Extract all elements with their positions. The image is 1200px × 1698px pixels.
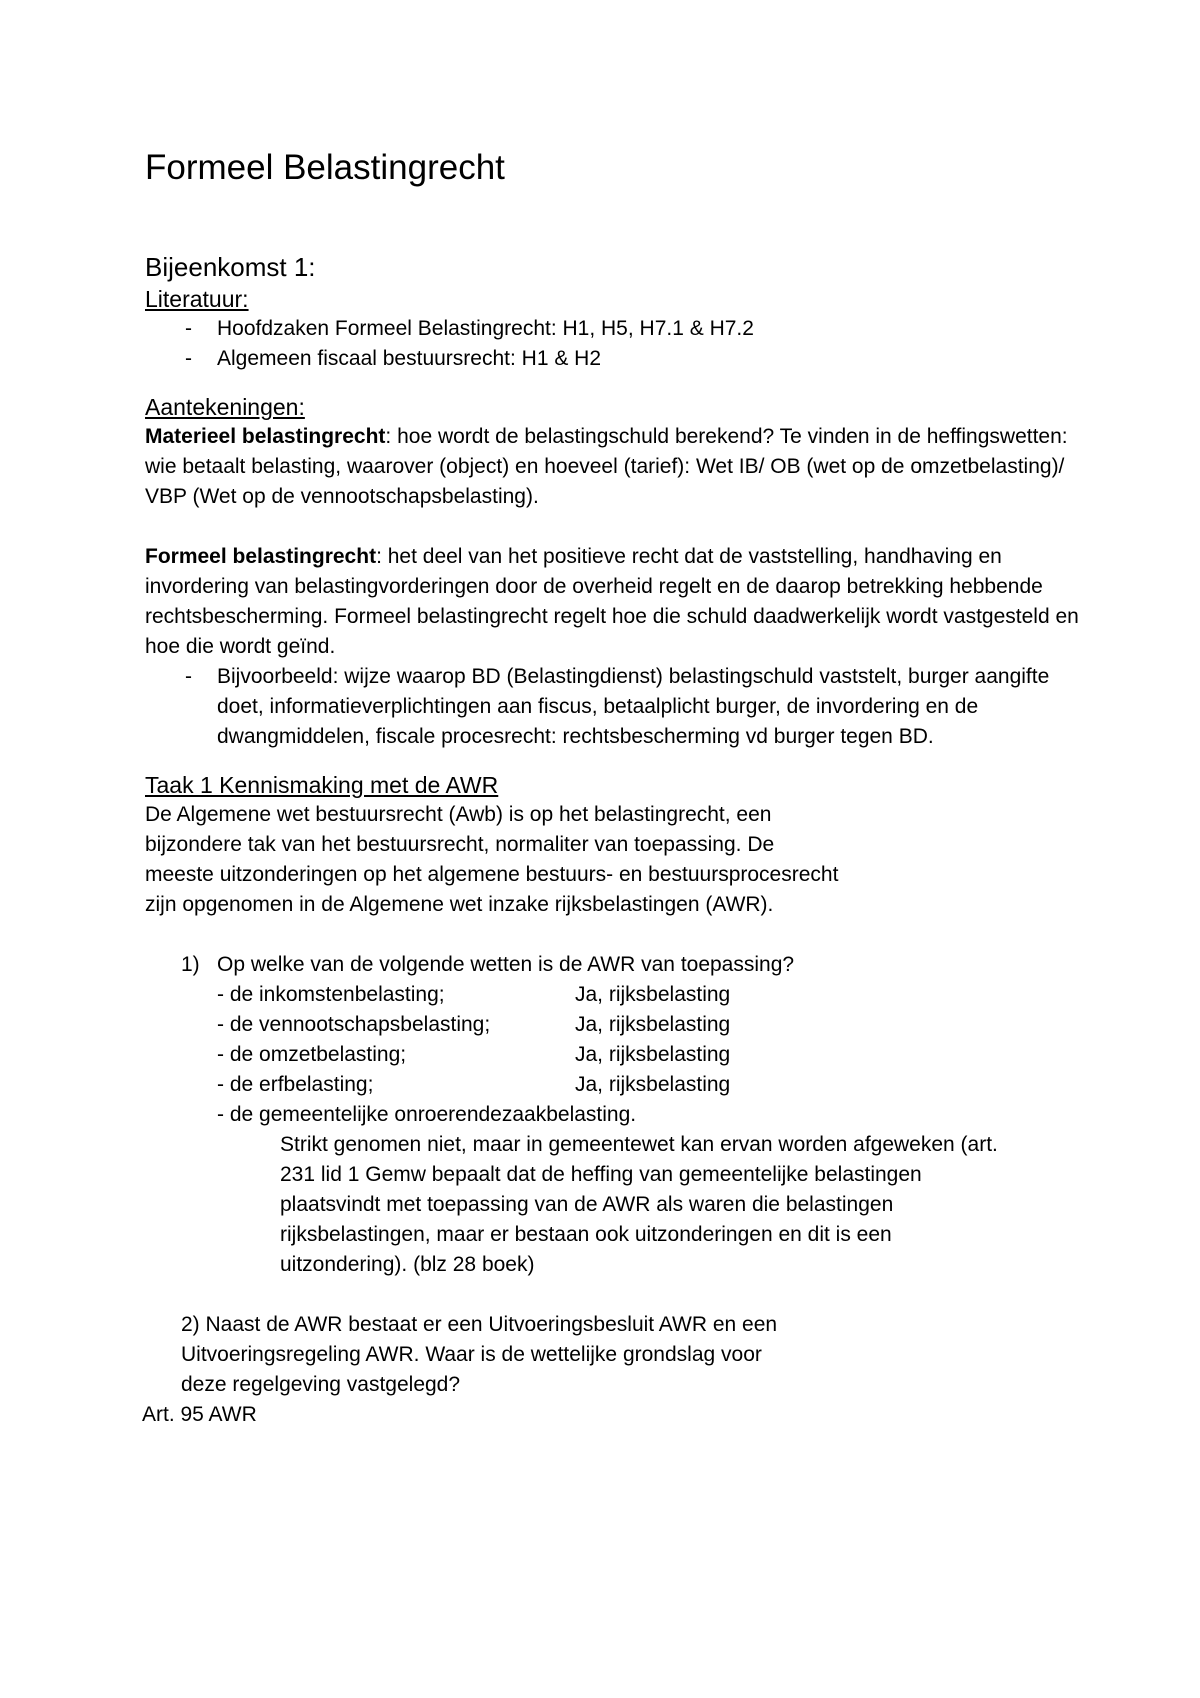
ozb-answer-line: uitzondering). (blz 28 boek) xyxy=(280,1253,535,1276)
ozb-answer-line: rijksbelastingen, maar er bestaan ook uitzonderingen en dit is een xyxy=(280,1223,892,1246)
tax-row xyxy=(145,1040,1095,1070)
formeel-definition: : het deel van het positieve recht dat de vaststelling, handhaving en invordering van belastingvorderingen door de overheid regelt en de daarop betrekking hebbende rechtsbescherming. Formeel belastingrecht regelt hoe die schuld daadwerkelijk wordt vastgesteld en hoe die wordt geïnd. xyxy=(145,545,1079,658)
task-intro-line: De Algemene wet bestuursrecht (Awb) is op het belastingrecht, een xyxy=(145,803,772,826)
tax-row xyxy=(145,1070,1095,1100)
tax-row xyxy=(145,1010,1095,1040)
meeting-heading: Bijeenkomst 1: xyxy=(145,252,316,282)
question-1-number: 1) xyxy=(181,953,200,976)
formeel-paragraph xyxy=(145,542,1095,662)
materieel-paragraph xyxy=(145,422,1095,512)
example-item: - Bijvoorbeeld: wijze waarop BD (Belastingdienst) belastingschuld vaststelt, burger aangifte doet, informatieverplichtingen aan fiscus, betaalplicht burger, de invordering en de dwangmiddelen, fiscale procesrecht: rechtsbescherming vd burger tegen BD. xyxy=(145,662,1095,752)
literature-item: - Algemeen fiscaal bestuursrecht: H1 & H2 xyxy=(145,344,1095,374)
literature-heading: Literatuur: xyxy=(145,286,249,312)
literature-item: - Hoofdzaken Formeel Belastingrecht: H1, H5, H7.1 & H7.2 xyxy=(145,314,1095,344)
example-list xyxy=(145,662,1095,752)
tax-label: - de erfbelasting; xyxy=(217,1073,374,1096)
ozb-answer-line: Strikt genomen niet, maar in gemeentewet kan ervan worden afgeweken (art. xyxy=(280,1133,998,1156)
tax-label: - de inkomstenbelasting; xyxy=(217,983,445,1006)
task-intro-line: meeste uitzonderingen op het algemene bestuurs- en bestuursprocesrecht xyxy=(145,863,839,886)
formeel-term: Formeel belastingrecht xyxy=(145,545,377,568)
task-intro-line: zijn opgenomen in de Algemene wet inzake rijksbelastingen (AWR). xyxy=(145,893,774,916)
question-1-text: Op welke van de volgende wetten is de AWR van toepassing? xyxy=(217,953,795,976)
task-heading: Taak 1 Kennismaking met de AWR xyxy=(145,772,499,798)
tax-answer: Ja, rijksbelasting xyxy=(575,1043,731,1066)
ozb-answer-line: plaatsvindt met toepassing van de AWR als waren die belastingen xyxy=(280,1193,894,1216)
tax-answer: Ja, rijksbelasting xyxy=(575,983,731,1006)
question-2-line: deze regelgeving vastgelegd? xyxy=(181,1373,461,1396)
tax-answer: Ja, rijksbelasting xyxy=(575,1013,731,1036)
document-title: Formeel Belastingrecht xyxy=(145,148,505,187)
document-body xyxy=(142,250,1095,1430)
literature-list xyxy=(145,314,1095,374)
materieel-definition: : hoe wordt de belastingschuld berekend? Te vinden in de heffingswetten: wie betaalt belasting, waarover (object) en hoeveel (tarief): Wet IB/ OB (wet op de omzetbelasting)/ VBP (Wet op de vennootschapsbelasting). xyxy=(145,425,1068,508)
tax-row xyxy=(145,1100,1095,1130)
tax-label: - de gemeentelijke onroerendezaakbelasting. xyxy=(217,1103,637,1126)
tax-label: - de vennootschapsbelasting; xyxy=(217,1013,491,1036)
tax-answer: Ja, rijksbelasting xyxy=(575,1073,731,1096)
notes-heading: Aantekeningen: xyxy=(145,394,305,420)
question-2-answer: Art. 95 AWR xyxy=(142,1403,257,1426)
materieel-term: Materieel belastingrecht xyxy=(145,425,386,448)
ozb-answer-line: 231 lid 1 Gemw bepaalt dat de heffing van gemeentelijke belastingen xyxy=(280,1163,922,1186)
tax-label: - de omzetbelasting; xyxy=(217,1043,407,1066)
task-intro-line: bijzondere tak van het bestuursrecht, normaliter van toepassing. De xyxy=(145,833,775,856)
question-2-line: 2) Naast de AWR bestaat er een Uitvoeringsbesluit AWR en een xyxy=(181,1313,778,1336)
question-1 xyxy=(145,950,1095,980)
tax-row xyxy=(145,980,1095,1010)
question-2-line: Uitvoeringsregeling AWR. Waar is de wettelijke grondslag voor xyxy=(181,1343,762,1366)
